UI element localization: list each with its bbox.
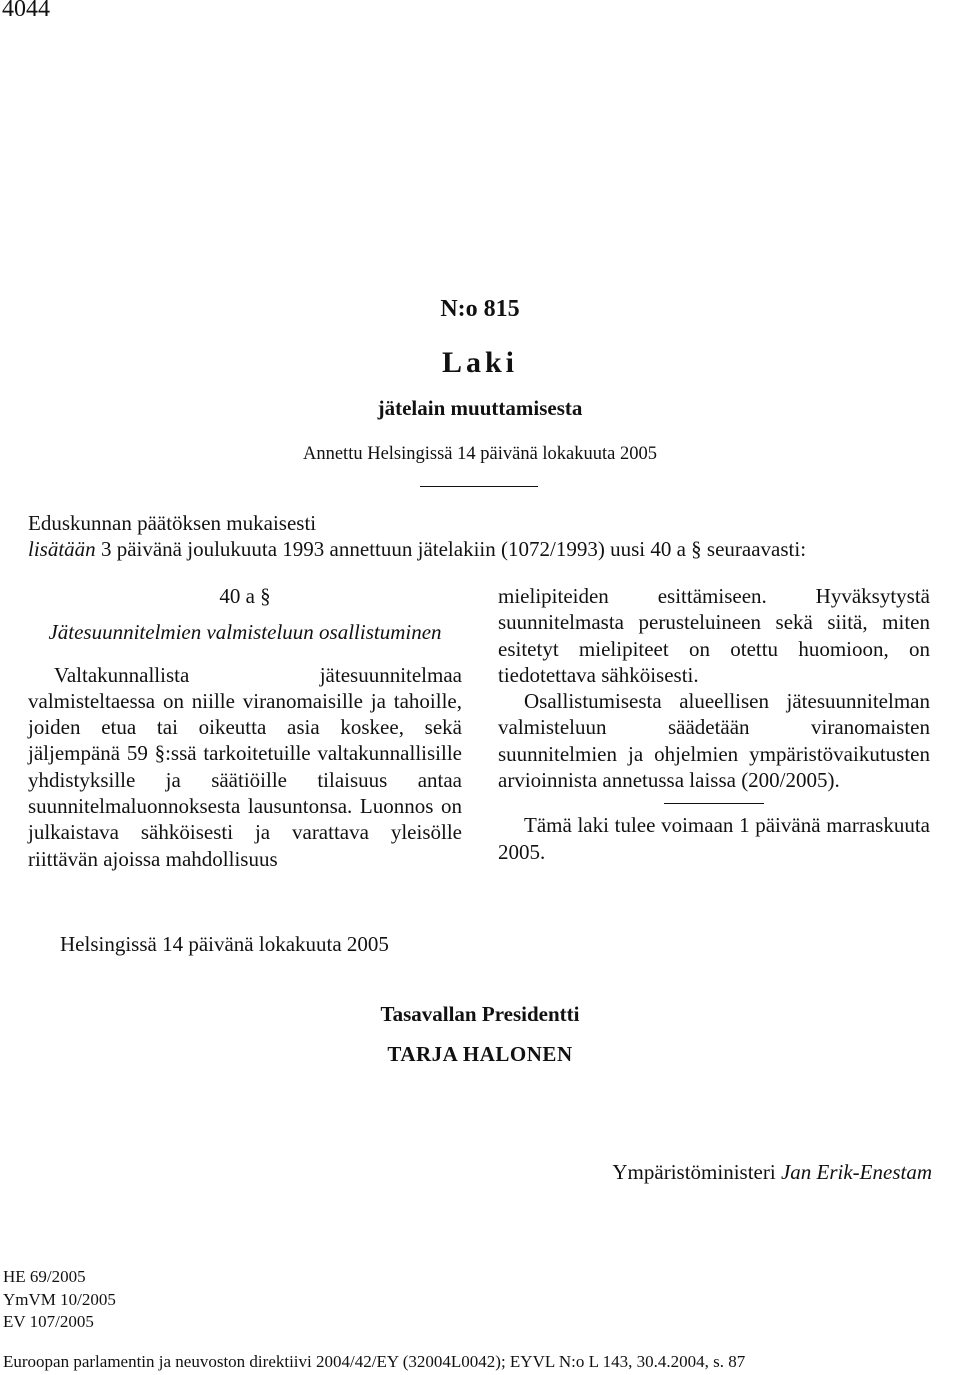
section-paragraph-1-part-2: mielipiteiden esittämiseen. Hyväksytystä suunnitelmasta perusteluineen sekä siitä, miten esitetyt mielipiteet on otettu huomioon, on tiedotettava sähköisesti. — [498, 584, 930, 687]
reference-item: EV 107/2005 — [3, 1312, 94, 1331]
given-date-line: Annettu Helsingissä 14 päivänä lokakuuta 2005 — [302, 444, 657, 464]
amendment-verb: lisätään — [28, 537, 96, 561]
eu-directive-reference: Euroopan parlamentin ja neuvoston direktiivi 2004/42/EY (32004L0042); EYVL N:o L 143, 30.4.2004, s. 87 — [3, 1352, 746, 1371]
reference-item: YmVM 10/2005 — [3, 1289, 116, 1309]
minister-title: Ympäristöministeri — [612, 1160, 776, 1184]
section-paragraph-2: Osallistumisesta alueellisen jätesuunnitelman valmisteluun säädetään viranomaisten suunnitelmien ja ohjelmien ympäristövaikutusten arvioinnista annetussa laissa (200/2005). — [498, 689, 930, 793]
law-subtitle: jätelain muuttamisesta — [377, 396, 583, 420]
header-divider — [420, 486, 538, 487]
amendment-clause-text: 3 päivänä joulukuuta 1993 annettuun jätelakiin (1072/1993) uusi 40 a § seuraavasti: — [95, 537, 807, 561]
entry-into-force-divider — [664, 803, 764, 804]
document-type-title: Laki — [441, 346, 519, 379]
reference-item: HE 69/2005 — [3, 1267, 86, 1286]
minister-name: Jan Erik-Enestam — [780, 1160, 932, 1184]
left-column — [28, 583, 462, 872]
right-column — [498, 583, 930, 865]
legislative-references — [3, 1266, 116, 1334]
signing-place-date: Helsingissä 14 päivänä lokakuuta 2005 — [60, 932, 389, 956]
section-heading: 40 a § — [219, 584, 271, 608]
president-name: TARJA HALONEN — [387, 1042, 573, 1066]
minister-signature — [612, 1160, 932, 1185]
amendment-clause — [28, 537, 806, 562]
page-number: 4044 — [2, 0, 50, 22]
intro-line: Eduskunnan päätöksen mukaisesti — [28, 511, 317, 535]
section-paragraph-1-part-1: Valtakunnallista jätesuunnitelmaa valmisteltaessa on niille viranomaisille ja tahoille, joiden etua tai oikeutta asia koskee, sekä jäljempänä 59 §:ssä tarkoitetuille valtakunnallisille yhdistyksille ja säätiöille tilaisuus antaa suunnitelmaluonnoksesta lausuntonsa. Luonnos on julkaistava sähköisesti ja varattava yleisölle riittävän ajoissa mahdollisuus — [28, 662, 462, 871]
entry-into-force: Tämä laki tulee voimaan 1 päivänä marraskuuta 2005. — [498, 813, 930, 864]
president-title: Tasavallan Presidentti — [380, 1002, 580, 1026]
statute-number: N:o 815 — [440, 296, 520, 322]
section-title: Jätesuunnitelmien valmisteluun osallistuminen — [48, 620, 442, 645]
